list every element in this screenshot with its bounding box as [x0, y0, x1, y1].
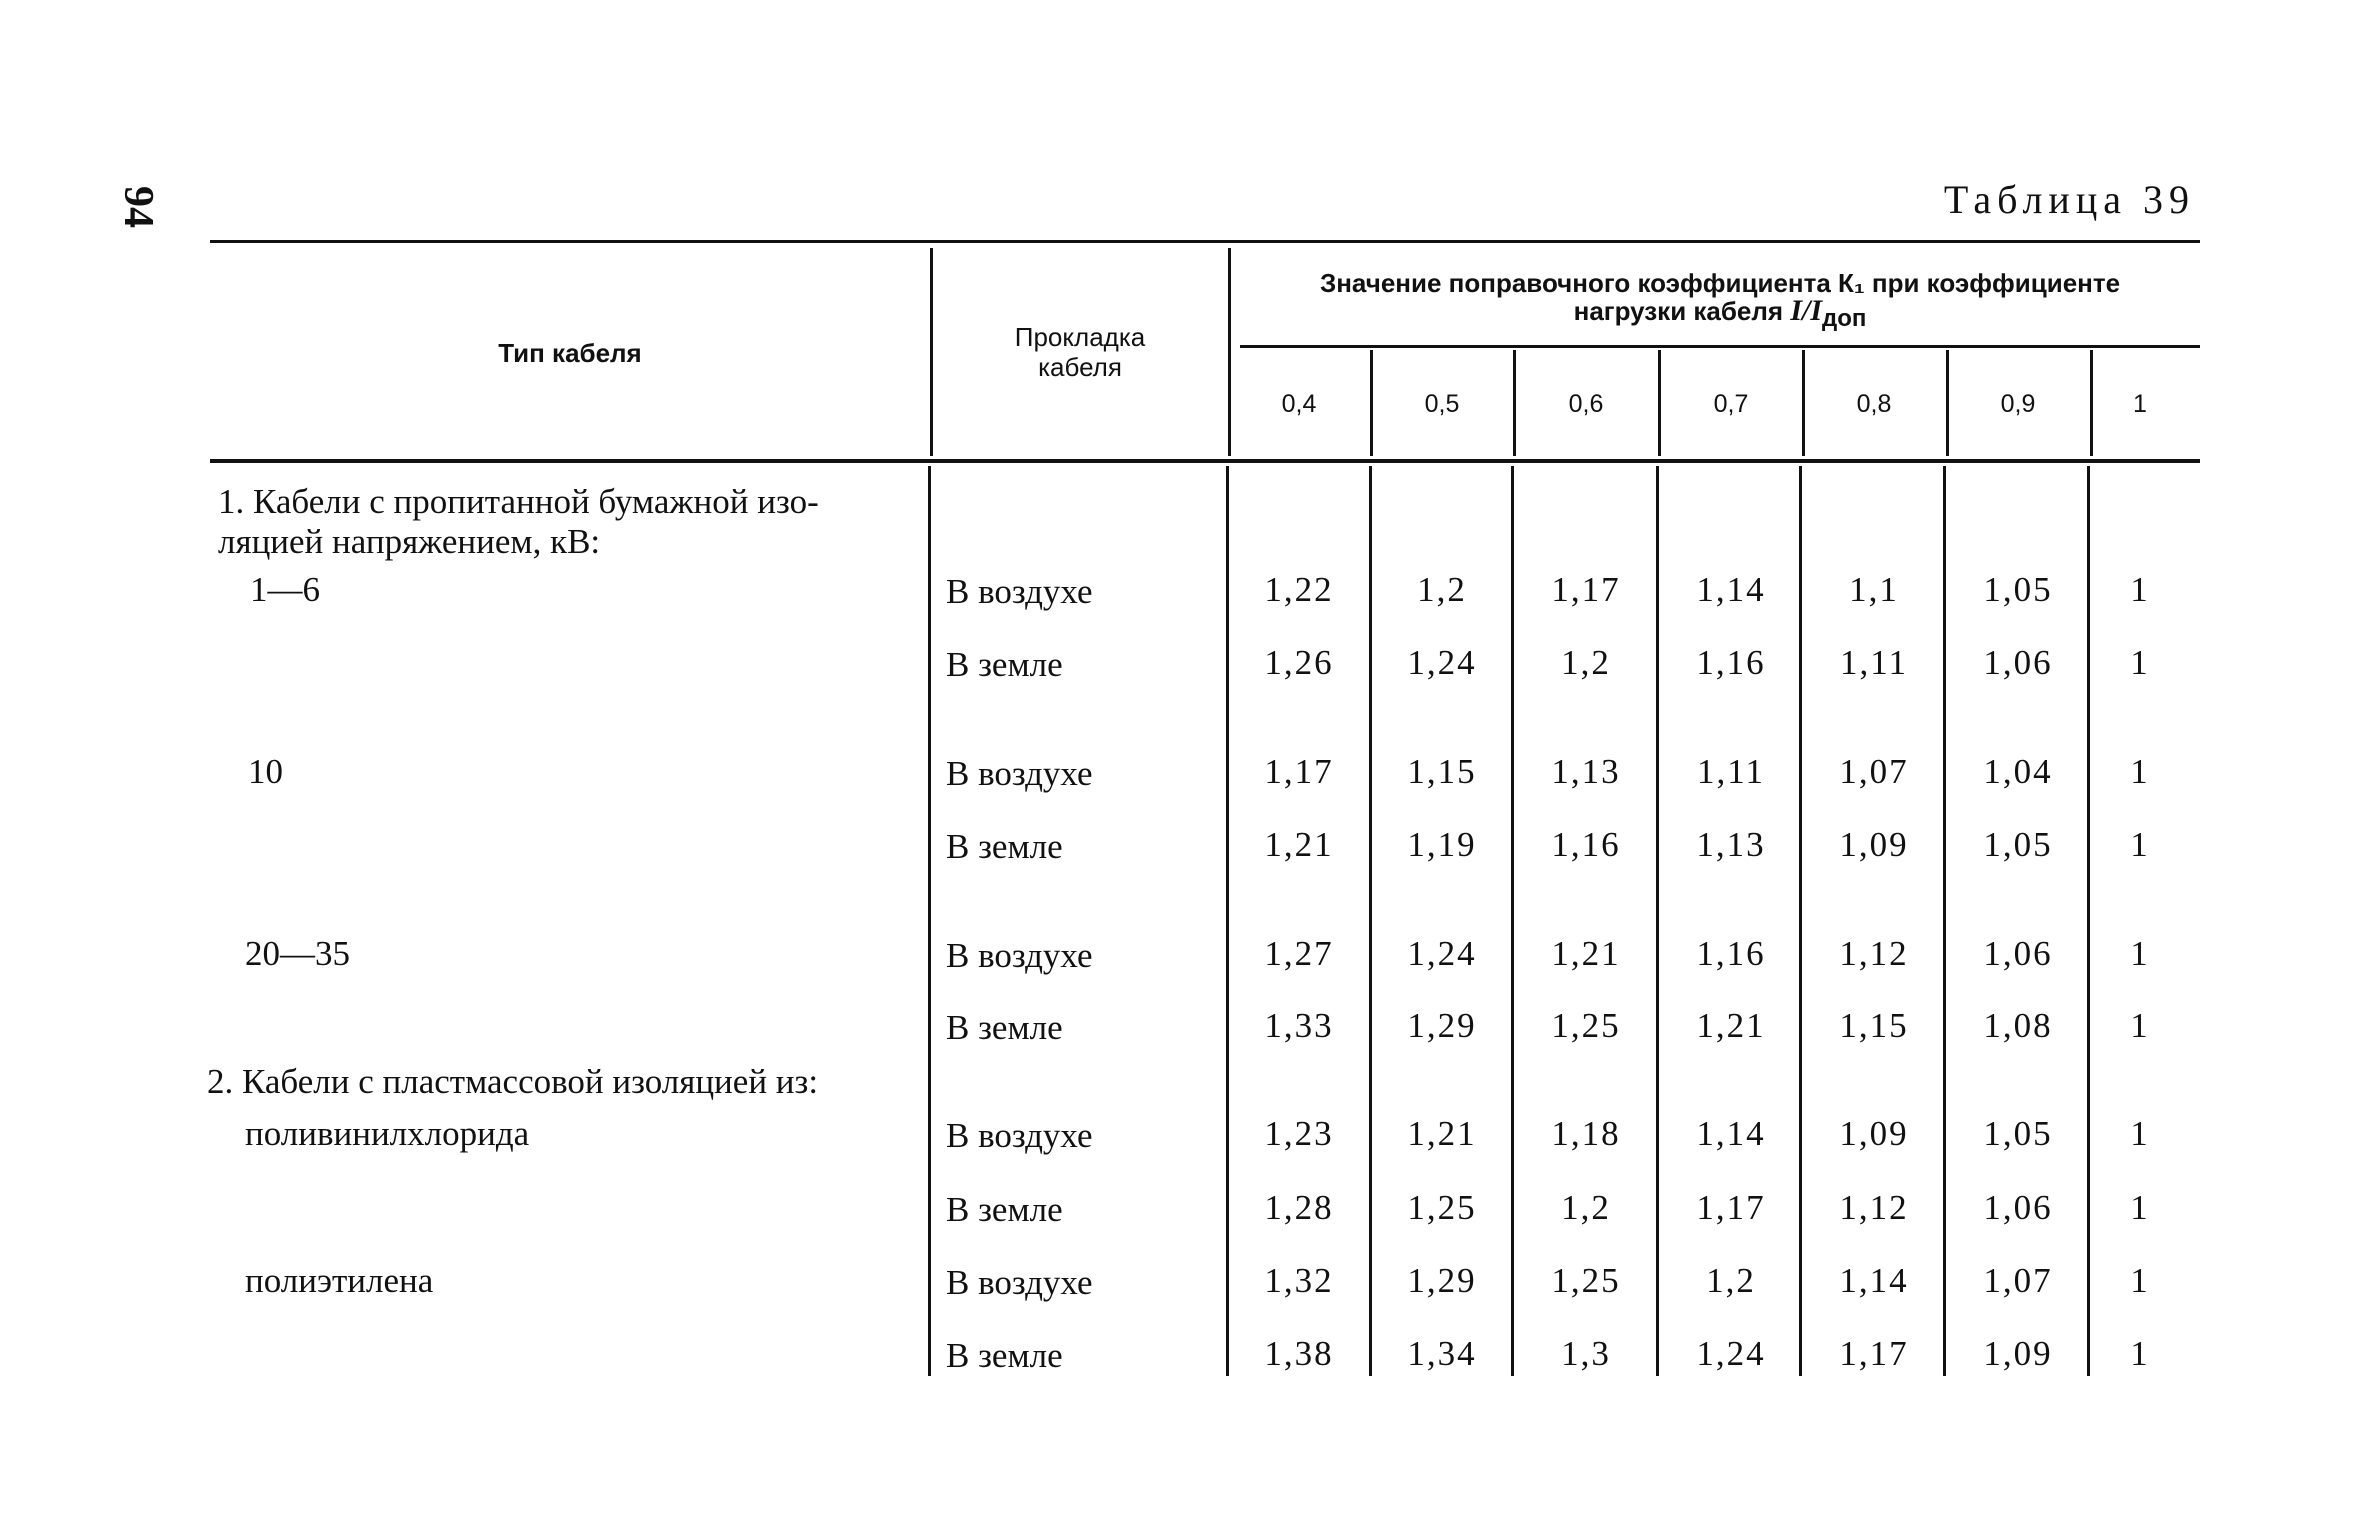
top-rule	[210, 240, 2200, 243]
cable-type-cell: 10	[248, 752, 283, 791]
coefficient-value: 1,28	[1264, 1188, 1334, 1227]
coefficient-value: 1	[2130, 1188, 2150, 1227]
laying-cell: В земле	[946, 1008, 1063, 1047]
coefficient-value: 1,22	[1264, 570, 1334, 609]
coefficient-value: 1,14	[1839, 1261, 1909, 1300]
coefficient-value: 1,04	[1983, 752, 2053, 791]
coefficient-value: 1,18	[1551, 1114, 1621, 1153]
laying-cell: В воздухе	[946, 1116, 1093, 1155]
coefficient-value: 1,2	[1561, 643, 1611, 682]
coefficient-value: 1	[2130, 1006, 2150, 1045]
header-divider-laying	[1228, 248, 1231, 456]
coefficient-value: 1,17	[1696, 1188, 1766, 1227]
coefficient-value: 1,29	[1407, 1261, 1477, 1300]
laying-cell: В земле	[946, 1190, 1063, 1229]
header-type: Тип кабеля	[498, 338, 642, 368]
header-coef-ratio: I/I	[1790, 294, 1822, 327]
coefficient-value: 1,13	[1551, 752, 1621, 791]
coefficient-value: 1,26	[1264, 643, 1334, 682]
coefficient-value: 1,27	[1264, 934, 1334, 973]
header-coef-line2	[1240, 296, 2200, 334]
coefficient-value: 1,12	[1839, 1188, 1909, 1227]
coefficient-value: 1,25	[1551, 1261, 1621, 1300]
coefficient-value: 1,21	[1696, 1006, 1766, 1045]
coefficient-value: 1,24	[1696, 1334, 1766, 1373]
coefficient-value: 1,16	[1696, 934, 1766, 973]
coefficient-value: 1,21	[1551, 934, 1621, 973]
coefficient-value: 1,2	[1706, 1261, 1756, 1300]
coefficient-value: 1,14	[1696, 570, 1766, 609]
coefficient-value: 1,3	[1561, 1334, 1611, 1373]
coefficient-value: 1,17	[1264, 752, 1334, 791]
header-coef-line1: Значение поправочного коэффициента К₁ при коэффициенте	[1319, 268, 2121, 298]
coefficient-value: 1,14	[1696, 1114, 1766, 1153]
coefficient-value: 1,05	[1983, 825, 2053, 864]
coefficient-value: 1,11	[1697, 752, 1765, 791]
coefficient-value: 1	[2130, 643, 2150, 682]
cable-type-cell: полиэтилена	[245, 1261, 434, 1300]
page-number: 94	[115, 186, 161, 228]
coefficient-value: 1	[2130, 825, 2150, 864]
coefficient-value: 1,32	[1264, 1261, 1334, 1300]
coefficient-value: 1	[2130, 570, 2150, 609]
coefficient-value: 1,2	[1561, 1188, 1611, 1227]
header-coef-sub: доп	[1822, 305, 1867, 333]
coefficient-value: 1,24	[1407, 934, 1477, 973]
load-factor-header: 1	[2133, 390, 2147, 418]
coefficient-value: 1,11	[1840, 643, 1908, 682]
laying-cell: В воздухе	[946, 572, 1093, 611]
laying-cell: В земле	[946, 827, 1063, 866]
header-laying: Прокладка кабеля	[1014, 322, 1146, 382]
coefficient-value: 1,09	[1839, 1114, 1909, 1153]
coefficient-value: 1,38	[1264, 1334, 1334, 1373]
coefficient-value: 1,05	[1983, 570, 2053, 609]
coefficient-value: 1,23	[1264, 1114, 1334, 1153]
coefficient-value: 1	[2130, 934, 2150, 973]
coefficient-value: 1,13	[1696, 825, 1766, 864]
coefficient-value: 1	[2130, 1114, 2150, 1153]
coefficient-value: 1,25	[1551, 1006, 1621, 1045]
subheader-rule	[1240, 345, 2200, 348]
laying-cell: В земле	[946, 1336, 1063, 1375]
coefficient-value: 1	[2130, 752, 2150, 791]
coefficient-value: 1,17	[1839, 1334, 1909, 1373]
coefficient-value: 1,12	[1839, 934, 1909, 973]
laying-cell: В воздухе	[946, 754, 1093, 793]
coefficient-value: 1,16	[1696, 643, 1766, 682]
cable-type-cell: 1—6	[250, 570, 320, 609]
body-divider-type	[928, 466, 931, 1376]
cable-type-cell: поливинилхлорида	[245, 1114, 530, 1153]
group-heading-paper-cont: ляцией напряжением, кВ:	[218, 522, 601, 561]
coefficient-value: 1	[2130, 1261, 2150, 1300]
group-heading-plastic: 2. Кабели с пластмассовой изоляцией из:	[207, 1062, 819, 1101]
load-factor-header: 0,4	[1281, 390, 1317, 418]
group-heading-paper: 1. Кабели с пропитанной бумажной изо-	[218, 482, 819, 521]
coefficient-value: 1,05	[1983, 1114, 2053, 1153]
laying-cell: В воздухе	[946, 1263, 1093, 1302]
coefficient-value: 1	[2130, 1334, 2150, 1373]
header-divider-type	[930, 248, 933, 456]
cable-type-cell: 20—35	[245, 934, 350, 973]
coefficient-value: 1,34	[1407, 1334, 1477, 1373]
coefficient-value: 1,15	[1407, 752, 1477, 791]
body-divider-3	[1656, 466, 1659, 1376]
coefficient-value: 1,06	[1983, 1188, 2053, 1227]
coefficient-value: 1,07	[1839, 752, 1909, 791]
coefficient-value: 1,25	[1407, 1188, 1477, 1227]
coefficient-value: 1,19	[1407, 825, 1477, 864]
coefficient-value: 1,24	[1407, 643, 1477, 682]
coefficient-value: 1,16	[1551, 825, 1621, 864]
coefficient-value: 1,09	[1839, 825, 1909, 864]
load-factor-header: 0,9	[2000, 390, 2036, 418]
load-factor-header: 0,5	[1424, 390, 1460, 418]
coefficient-value: 1,2	[1417, 570, 1467, 609]
coefficient-value: 1,07	[1983, 1261, 2053, 1300]
coefficient-value: 1,06	[1983, 643, 2053, 682]
coefficient-value: 1,21	[1264, 825, 1334, 864]
laying-cell: В земле	[946, 645, 1063, 684]
coefficient-value: 1,33	[1264, 1006, 1334, 1045]
coefficient-value: 1,15	[1839, 1006, 1909, 1045]
coefficient-value: 1,09	[1983, 1334, 2053, 1373]
coefficient-value: 1,08	[1983, 1006, 2053, 1045]
coefficient-value: 1,21	[1407, 1114, 1477, 1153]
coefficient-value: 1,29	[1407, 1006, 1477, 1045]
coefficient-value: 1,17	[1551, 570, 1621, 609]
header-coef-line2-text: нагрузки кабеля	[1573, 296, 1791, 326]
load-factor-header: 0,6	[1568, 390, 1604, 418]
coefficient-value: 1,06	[1983, 934, 2053, 973]
laying-cell: В воздухе	[946, 936, 1093, 975]
load-factor-header: 0,8	[1856, 390, 1892, 418]
coefficient-value: 1,1	[1849, 570, 1899, 609]
table-title: Таблица 39	[1943, 177, 2195, 222]
load-factor-header: 0,7	[1713, 390, 1749, 418]
header-bottom-rule	[210, 459, 2200, 463]
